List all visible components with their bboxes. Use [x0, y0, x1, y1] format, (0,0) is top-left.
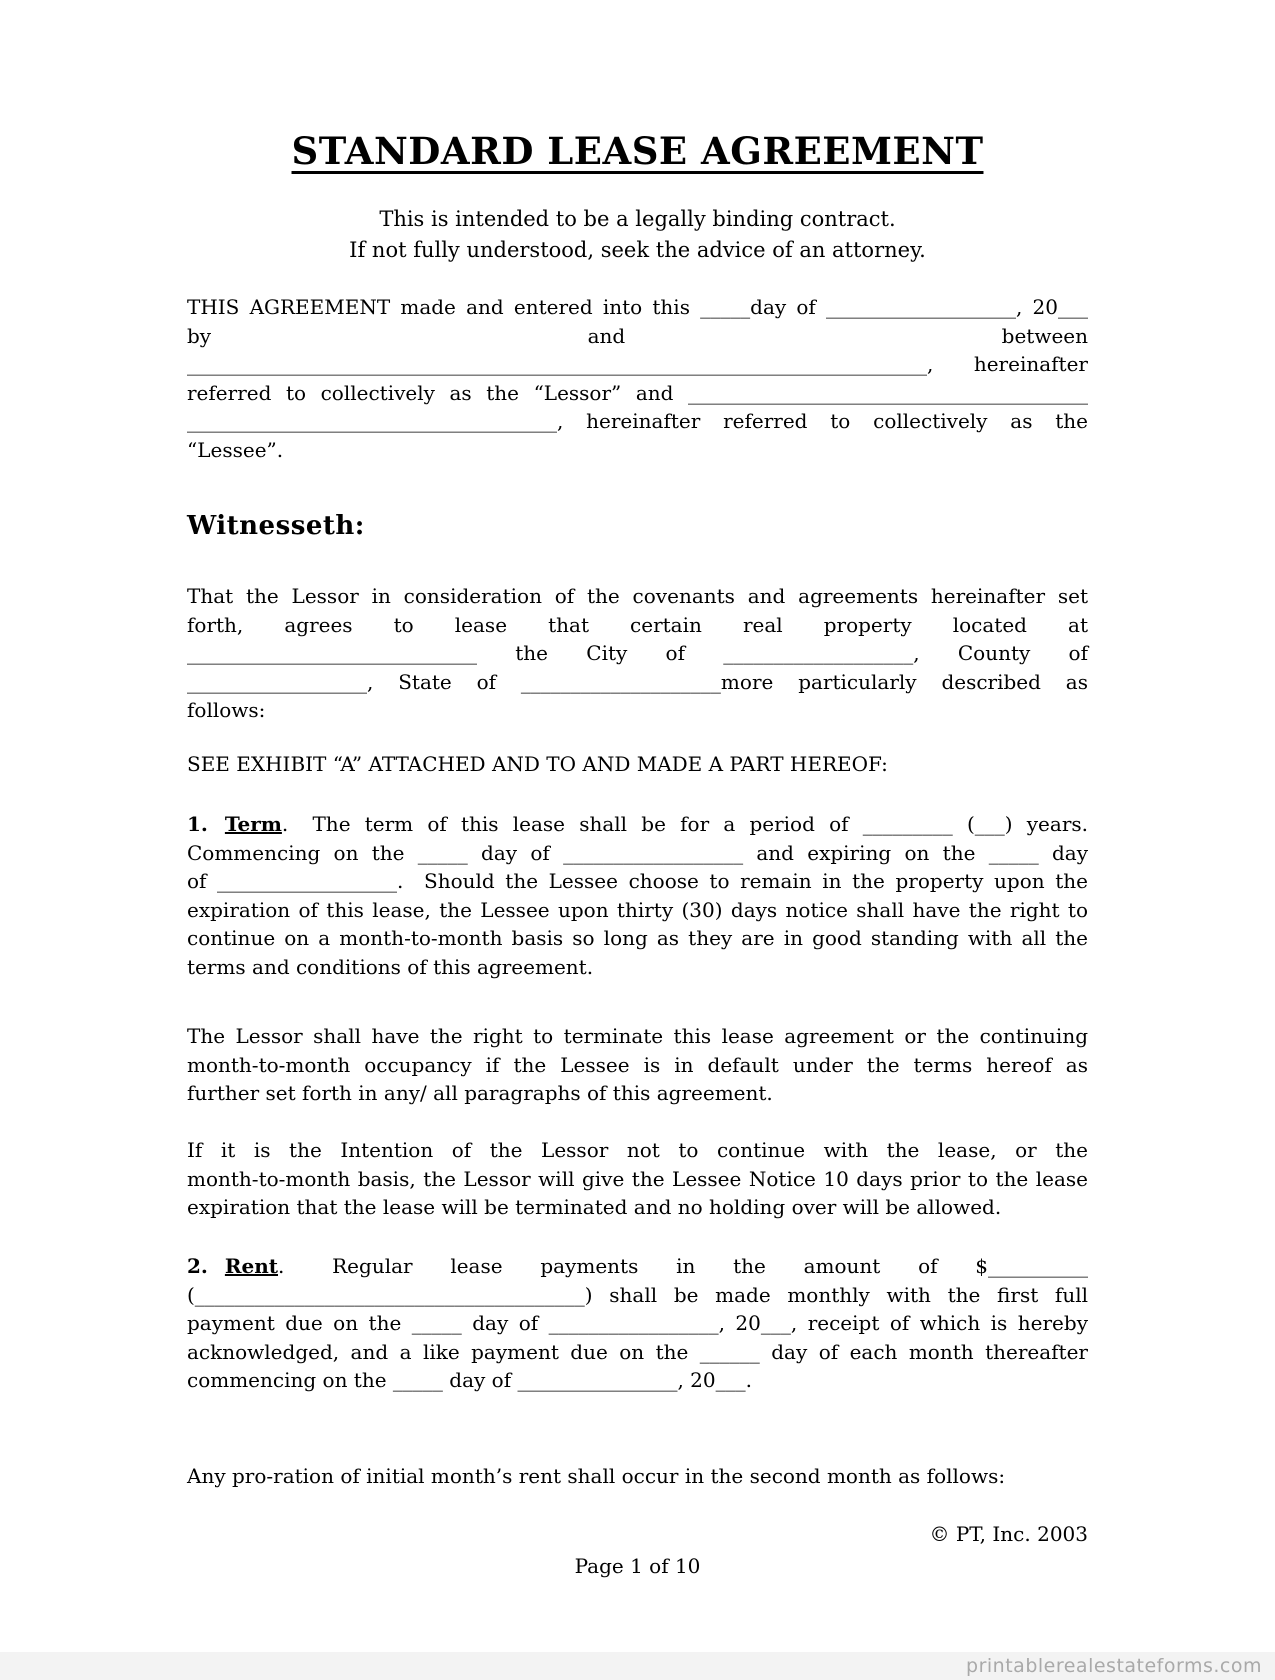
text-line [187, 436, 1088, 465]
termination-paragraph [187, 1022, 1088, 1108]
text-line [187, 1366, 1088, 1395]
text-segment: month-to-month occupancy if the Lessee is in default under the terms hereof as [187, 1052, 1088, 1077]
text-line [187, 896, 1088, 925]
text-segment: month-to-month basis, the Lessor will give the Lessee Notice 10 days prior to the lease [187, 1166, 1088, 1191]
text-segment: acknowledged, and a like payment due on the ______ day of each month thereafter [187, 1339, 1088, 1364]
text-line [187, 611, 1088, 640]
text-segment: referred to collectively as the “Lessor” and ________________________________________ [187, 380, 1088, 405]
text-segment: . Regular lease payments in the amount of $__________ [278, 1254, 1088, 1278]
page-body [187, 0, 1088, 1680]
text-segment: by and between [187, 323, 1088, 348]
text-segment: (_______________________________________) shall be made monthly with the first full [187, 1282, 1088, 1307]
text-line [187, 639, 1088, 668]
text-line [187, 810, 1088, 839]
text-line [187, 924, 1088, 953]
copyright-notice: © PT, Inc. 2003 [929, 1522, 1088, 1546]
text-line [187, 293, 1088, 322]
text-segment: _____________________________________, hereinafter referred to collectively as the [187, 409, 1088, 433]
document-title: STANDARD LEASE AGREEMENT [291, 129, 984, 173]
text-segment: “Lessee”. [187, 437, 284, 462]
text-line [187, 1309, 1088, 1338]
text-segment: That the Lessor in consideration of the covenants and agreements hereinafter set [187, 584, 1088, 608]
text-line [187, 1252, 1088, 1281]
text-segment: _____________________________ the City of ___________________, County of [187, 641, 1088, 665]
text-segment: follows: [187, 698, 266, 722]
text-line [187, 1338, 1088, 1367]
text-segment: If not fully understood, seek the advice of an attorney. [349, 238, 926, 262]
text-line [187, 1051, 1088, 1080]
text-segment: of __________________. Should the Lessee choose to remain in the property upon the [187, 869, 1088, 893]
text-segment: commencing on the _____ day of ________________, 20___. [187, 1368, 752, 1392]
text-line [187, 235, 1088, 266]
text-line [187, 350, 1088, 379]
text-line [187, 839, 1088, 868]
text-segment: expiration that the lease will be terminated and no holding over will be allowed. [187, 1195, 1002, 1219]
text-line [187, 1165, 1088, 1194]
text-segment: __________________________________________________________________________, hereinafter [187, 352, 1088, 376]
text-segment: . The term of this lease shall be for a period of _________ (___) years. [281, 812, 1088, 836]
text-segment: If it is the Intention of the Lessor not to continue with the lease, or the [187, 1138, 1088, 1162]
text-segment: THIS AGREEMENT made and entered into this _____day of ___________________, 20___ [187, 295, 1088, 319]
exhibit-line: SEE EXHIBIT “A” ATTACHED AND TO AND MADE A PART HEREOF: [187, 752, 888, 776]
text-segment: payment due on the _____ day of _________________, 20___, receipt of which is hereby [187, 1311, 1088, 1335]
watermark-text: printablerealestateforms.com [966, 1655, 1262, 1677]
text-segment: The Lessor shall have the right to terminate this lease agreement or the continuing [187, 1024, 1088, 1048]
proration-line: Any pro-ration of initial month’s rent shall occur in the second month as follows: [187, 1464, 1006, 1488]
text-line [187, 379, 1088, 408]
text-line [187, 953, 1088, 982]
text-segment: forth, agrees to lease that certain real property located at [187, 612, 1088, 637]
text-segment: terms and conditions of this agreement. [187, 954, 594, 979]
text-line [187, 668, 1088, 697]
text-segment: __________________, State of ____________________more particularly described as [187, 669, 1088, 694]
text-line [187, 867, 1088, 896]
intro-paragraph [187, 293, 1088, 464]
section-2-rent [187, 1252, 1088, 1395]
witnesseth-heading: Witnesseth: [187, 511, 365, 541]
section-1-term [187, 810, 1088, 981]
text-segment: Commencing on the _____ day of __________________ and expiring on the _____ day [187, 840, 1088, 865]
text-line [187, 407, 1088, 436]
text-segment: further set forth in any/ all paragraphs of this agreement. [187, 1081, 773, 1105]
text-segment: Rent [224, 1254, 279, 1278]
text-segment: 2. [187, 1254, 208, 1278]
document-subtitle [187, 204, 1088, 266]
text-line [187, 1136, 1088, 1165]
text-segment: 1. [187, 812, 208, 836]
text-line [187, 696, 1088, 725]
text-line [187, 1281, 1088, 1310]
text-segment: Term [224, 812, 282, 836]
text-segment: This is intended to be a legally binding contract. [379, 207, 896, 231]
page-number-label: Page 1 of 10 [574, 1554, 701, 1578]
text-line [187, 1193, 1088, 1222]
text-line [187, 582, 1088, 611]
intention-paragraph [187, 1136, 1088, 1222]
text-line [187, 1079, 1088, 1108]
property-description-paragraph [187, 582, 1088, 725]
watermark-bar [0, 1652, 1275, 1680]
text-line [187, 1022, 1088, 1051]
text-line [187, 204, 1088, 235]
text-segment: continue on a month-to-month basis so long as they are in good standing with all the [187, 926, 1088, 950]
text-segment: expiration of this lease, the Lessee upon thirty (30) days notice shall have the right to [187, 897, 1088, 922]
text-line [187, 322, 1088, 351]
